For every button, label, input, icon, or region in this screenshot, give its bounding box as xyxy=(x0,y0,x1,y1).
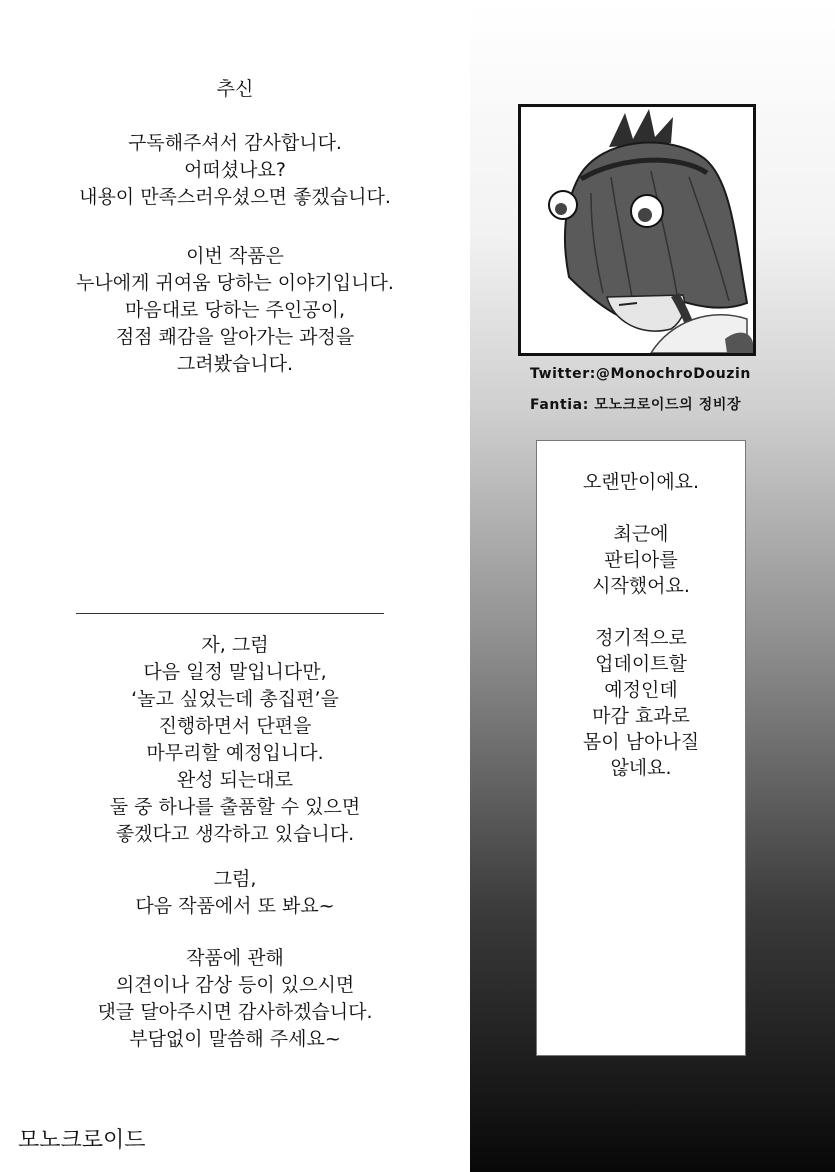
avatar-drawing xyxy=(521,107,753,353)
side-note-box xyxy=(536,440,746,1056)
twitter-handle: Twitter:@MonochroDouzin xyxy=(530,366,751,382)
schedule-paragraph: 자, 그럼 다음 일정 말입니다만, ‘놀고 싶었는데 총집편’을 진행하면서 단편을 마무리할 예정입니다. 완성 되는대로 둘 중 하나를 출품할 수 있으면 좋겠다고 생각하고 있습니다. xyxy=(109,634,361,845)
fantia-link: Fantia: 모노크로이드의 정비장 xyxy=(530,397,742,413)
feedback-paragraph: 작품에 관해 의견이나 감상 등이 있으시면 댓글 달아주시면 감사하겠습니다. 부담없이 말씀해 주세요~ xyxy=(97,947,373,1050)
author-signature: 모노크로이드 xyxy=(18,1128,146,1153)
side-note-text: 오랜만이에요. 최근에 판티아를 시작했어요. 정기적으로 업데이트할 예정인데 마감 효과로 몸이 남아나질 않네요. xyxy=(582,471,700,779)
author-avatar-illustration xyxy=(518,104,756,356)
story-paragraph: 이번 작품은 누나에게 귀여움 당하는 이야기입니다. 마음대로 당하는 주인공이, 점점 쾌감을 알아가는 과정을 그려봤습니다. xyxy=(76,245,394,375)
section-divider xyxy=(76,613,384,614)
thanks-paragraph: 구독해주셔서 감사합니다. 어떠셨나요? 내용이 만족스러우셨으면 좋겠습니다. xyxy=(79,132,391,208)
postscript-title: 추신 xyxy=(216,78,254,100)
farewell-paragraph: 그럼, 다음 작품에서 또 봐요~ xyxy=(135,868,335,917)
